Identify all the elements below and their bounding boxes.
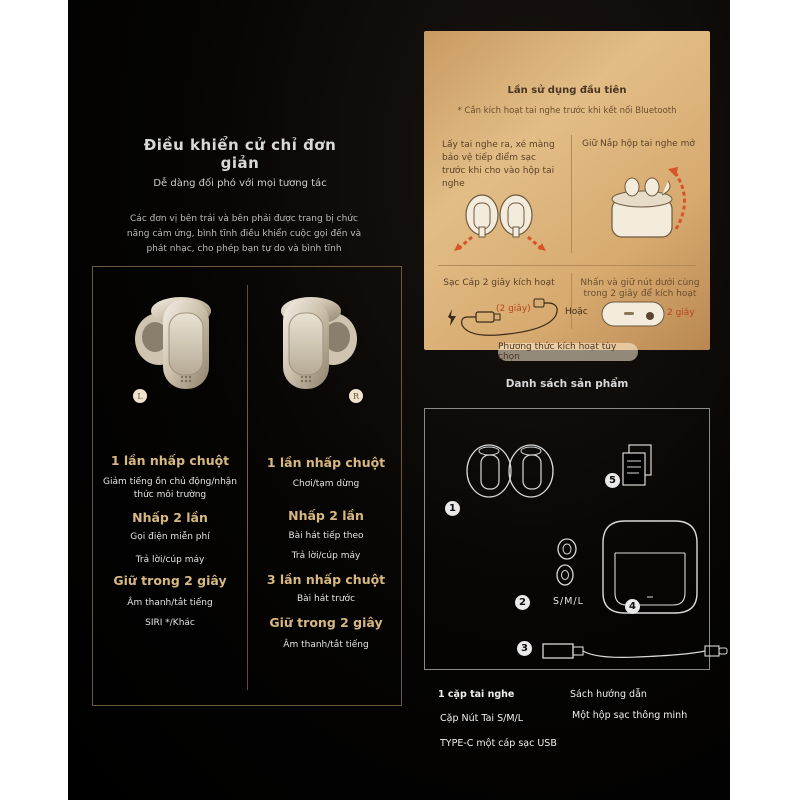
right-hold-desc: Âm thanh/tắt tiếng	[283, 640, 369, 650]
left-hold-desc-1: Âm thanh/tắt tiếng	[127, 598, 213, 608]
first-use-card	[424, 31, 710, 362]
list-item-cable: TYPE-C một cáp sạc USB	[440, 738, 557, 749]
list-item-manual: Sách hướng dẫn	[570, 689, 647, 700]
button-time-label: 2 giây	[667, 308, 695, 318]
right-triple-title: 3 lần nhấp chuột	[266, 572, 386, 587]
open-case-illustration	[602, 159, 698, 255]
right-double-desc-1: Bài hát tiếp theo	[288, 531, 364, 541]
item-number-3: 3	[517, 641, 532, 656]
manual-icon	[617, 443, 657, 493]
left-hold-desc-2: SIRI */Khác	[145, 618, 195, 628]
gesture-title: Điều khiển cử chỉ đơn giản	[143, 136, 337, 172]
gesture-subtitle: Dễ dàng đối phó với mọi tương tác	[153, 178, 327, 189]
list-item-earbuds: 1 cặp tai nghe	[438, 689, 515, 700]
step-1-text: Lấy tai nghe ra, xé màng bảo vệ tiếp điểm sạc trước khi cho vào hộp tai nghe	[442, 140, 555, 189]
left-single-title: 1 lần nhấp chuột	[110, 453, 230, 468]
right-earbud-icon	[267, 289, 359, 397]
usb-cable-icon	[537, 637, 730, 667]
step-divider	[571, 135, 572, 253]
step-2-text: Giữ Nắp hộp tai nghe mở	[582, 139, 695, 149]
right-double-title: Nhấp 2 lần	[288, 508, 364, 523]
product-page	[68, 0, 730, 800]
first-use-note: * Cần kích hoạt tai nghe trước khi kết nối Bluetooth	[457, 106, 677, 116]
button-activation-label: Nhấn và giữ nút dưới cùng trong 2 giây để kích hoạt	[580, 278, 700, 299]
left-double-title: Nhấp 2 lần	[132, 510, 208, 525]
product-list-panel	[424, 408, 710, 670]
list-item-ear-tips: Cặp Nút Tai S/M/L	[440, 713, 524, 724]
left-earbud-icon	[133, 289, 225, 397]
charging-case-icon	[595, 513, 705, 621]
ear-tip-sizes: S/M/L	[553, 596, 584, 607]
activation-divider	[571, 273, 572, 329]
item-number-2: 2	[515, 595, 530, 610]
gesture-description: Các đơn vị bên trái và bên phải được trang bị chức năng cảm ứng, bình tĩnh điều khiển cuộc gọi đến và phát nhạc, cho phép bạn tự do và bình tĩnh	[126, 214, 362, 254]
right-single-title: 1 lần nhấp chuột	[266, 455, 386, 470]
ear-tips-icon	[553, 535, 583, 591]
left-double-desc-1: Gọi điện miễn phí	[130, 532, 210, 542]
item-number-1: 1	[445, 501, 460, 516]
or-label: Hoặc	[565, 307, 588, 317]
activation-options-label: Phương thức kích hoạt tùy chọn	[498, 343, 638, 361]
left-badge: L	[133, 389, 147, 403]
right-triple-desc: Bài hát trước	[296, 594, 356, 604]
item-number-5: 5	[605, 473, 620, 488]
right-badge: R	[349, 389, 363, 403]
cable-time-label: (2 giây)	[496, 304, 531, 314]
panel-divider	[247, 285, 248, 690]
product-list-title: Danh sách sản phẩm	[505, 378, 629, 390]
right-hold-title: Giữ trong 2 giây	[269, 615, 383, 630]
item-number-4: 4	[625, 599, 640, 614]
first-use-title: Lần sử dụng đầu tiên	[507, 85, 627, 96]
gesture-panel	[92, 266, 402, 706]
earbuds-film-illustration	[444, 189, 556, 255]
right-double-desc-2: Trả lời/cúp máy	[291, 551, 361, 561]
earbuds-pair-icon	[461, 437, 561, 507]
left-double-desc-2: Trả lời/cúp máy	[135, 555, 205, 565]
row-divider	[438, 265, 696, 266]
left-single-desc: Giảm tiếng ồn chủ động/nhận thức môi trường	[102, 477, 238, 500]
list-item-case: Một hộp sạc thông minh	[572, 710, 688, 721]
right-single-desc: Chơi/tạm dừng	[292, 479, 360, 489]
usb-cable-icon	[438, 295, 568, 339]
left-hold-title: Giữ trong 2 giây	[113, 573, 227, 588]
case-button-icon	[600, 299, 666, 329]
cable-activation-label: Sạc Cáp 2 giây kích hoạt	[443, 278, 555, 288]
